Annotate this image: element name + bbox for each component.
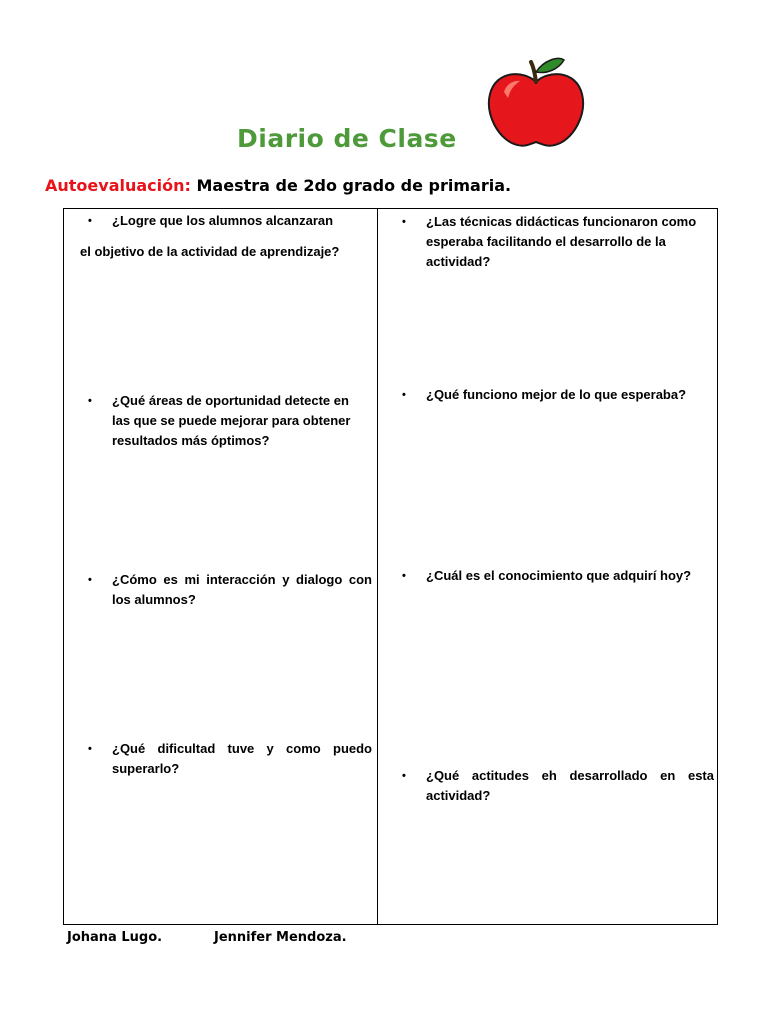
bullet: • xyxy=(402,389,406,401)
bullet: • xyxy=(402,216,406,228)
bullet: • xyxy=(88,395,92,407)
bullet: • xyxy=(88,215,92,227)
question-item xyxy=(88,391,360,451)
author-name: Johana Lugo. xyxy=(67,930,163,945)
apple-icon xyxy=(484,54,588,150)
question-text: ¿Qué funciono mejor de lo que esperaba? xyxy=(426,387,687,402)
question-item xyxy=(88,739,372,779)
bullet: • xyxy=(88,574,92,586)
bullet: • xyxy=(402,570,406,582)
subtitle xyxy=(45,176,511,195)
question-text: ¿Qué dificultad tuve y como puedo superarlo? xyxy=(112,741,372,776)
question-item xyxy=(402,385,718,405)
question-text: ¿Qué actitudes eh desarrollado en esta actividad? xyxy=(426,768,714,803)
question-text: ¿Cómo es mi interacción y dialogo con los alumnos? xyxy=(112,572,372,607)
question-item xyxy=(402,212,714,272)
column-divider xyxy=(377,208,378,925)
page-title: Diario de Clase xyxy=(237,124,457,153)
question-text: el objetivo de la actividad de aprendizaje? xyxy=(80,244,340,259)
self-evaluation-label: Autoevaluación: xyxy=(45,176,191,195)
question-text: ¿Logre que los alumnos alcanzaran xyxy=(112,213,334,228)
question-item xyxy=(402,766,714,806)
question-item xyxy=(88,211,378,231)
bullet: • xyxy=(88,743,92,755)
question-item xyxy=(402,566,714,586)
author-name: Jennifer Mendoza. xyxy=(214,930,347,945)
question-text: ¿Las técnicas didácticas funcionaron como esperaba facilitando el desarrollo de la actividad? xyxy=(426,214,697,269)
question-text: ¿Qué áreas de oportunidad detecte en las que se puede mejorar para obtener resultados más óptimos? xyxy=(112,393,351,448)
bullet: • xyxy=(402,770,406,782)
question-item xyxy=(88,570,372,610)
teacher-description: Maestra de 2do grado de primaria. xyxy=(196,176,512,195)
question-text: ¿Cuál es el conocimiento que adquirí hoy? xyxy=(426,568,692,583)
